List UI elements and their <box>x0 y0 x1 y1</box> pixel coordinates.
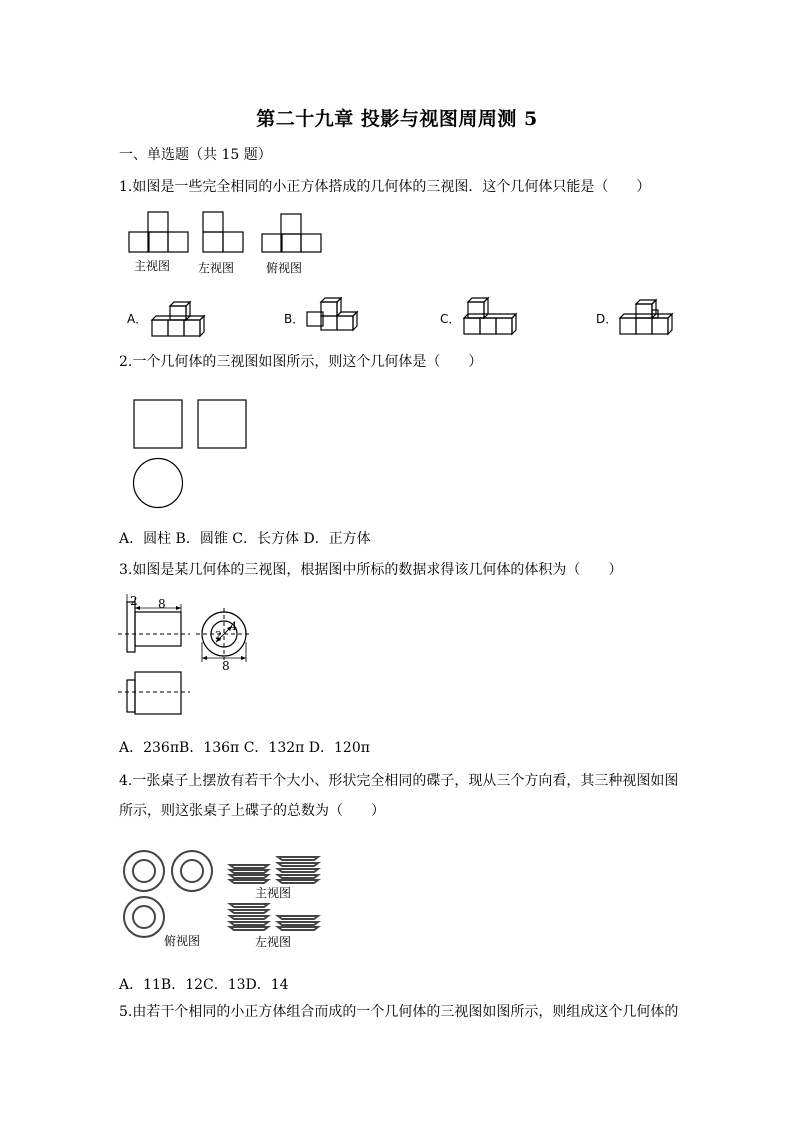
question-4-text-line1: 4.一张桌子上摆放有若干个大小、形状完全相同的碟子，现从三个方向看，其三种视图如图 <box>119 773 679 789</box>
q1-option-d-label: D． <box>596 312 618 326</box>
q4-front-view-stacks <box>226 855 322 885</box>
q3-options: A．236πB．136π C．132π D．120π <box>119 740 370 756</box>
q4-plate-rings-top-left <box>122 849 168 895</box>
q2-options: A．圆柱 B．圆锥 C．长方体 D．正方体 <box>119 531 371 547</box>
q1-option-d-figure <box>618 298 674 340</box>
page-title: 第二十九章 投影与视图周周测 5 <box>256 108 538 130</box>
q1-option-c-label: C． <box>440 312 461 326</box>
q3-label-4: 4 <box>230 620 237 633</box>
q2-top-view-circle <box>132 457 185 510</box>
q1-view-label-left: 左视图 <box>198 261 235 275</box>
q1-left-view-figure <box>202 210 244 254</box>
q4-view-label-front: 主视图 <box>255 886 292 900</box>
q3-top-view-figure <box>118 668 198 718</box>
q1-option-a-figure <box>150 298 206 340</box>
q4-plate-rings-bottom <box>122 895 168 941</box>
q2-front-view-square <box>133 399 184 450</box>
q1-option-c-figure <box>462 298 518 340</box>
q2-left-view-square <box>197 399 248 450</box>
q1-option-a-label: A． <box>127 312 148 326</box>
question-4-text-line2: 所示，则这张桌子上碟子的总数为（ ） <box>119 803 385 819</box>
q4-options: A．11B．12C．13D．14 <box>119 977 289 993</box>
question-5-text: 5.由若干个相同的小正方体组合而成的一个几何体的三视图如图所示，则组成这个几何体的 <box>119 1004 679 1020</box>
q4-view-label-top: 俯视图 <box>164 934 201 948</box>
q1-front-view-figure <box>128 210 190 254</box>
q3-label-8-top: 8 <box>158 597 166 611</box>
question-3-text: 3.如图是某几何体的三视图，根据图中所标的数据求得该几何体的体积为（ ） <box>119 562 623 578</box>
q1-view-label-front: 主视图 <box>134 259 171 273</box>
q3-label-8-bottom: 8 <box>222 659 230 673</box>
section-heading: 一、单选题（共 15 题） <box>119 147 272 163</box>
q3-label-2-inner: 2 <box>215 629 222 642</box>
q1-view-label-top: 俯视图 <box>266 261 303 275</box>
question-2-text: 2.一个几何体的三视图如图所示，则这个几何体是（ ） <box>119 354 483 370</box>
q4-left-view-stacks <box>226 902 322 932</box>
q3-label-2: 2 <box>130 594 138 608</box>
q4-view-label-left: 左视图 <box>255 935 292 949</box>
q1-option-b-figure <box>305 298 361 340</box>
q1-option-b-label: B． <box>284 312 305 326</box>
q1-top-view-figure <box>261 212 323 254</box>
question-1-text: 1.如图是一些完全相同的小正方体搭成的几何体的三视图．这个几何体只能是（ ） <box>119 179 651 195</box>
q4-plate-rings-top-right <box>170 849 216 895</box>
